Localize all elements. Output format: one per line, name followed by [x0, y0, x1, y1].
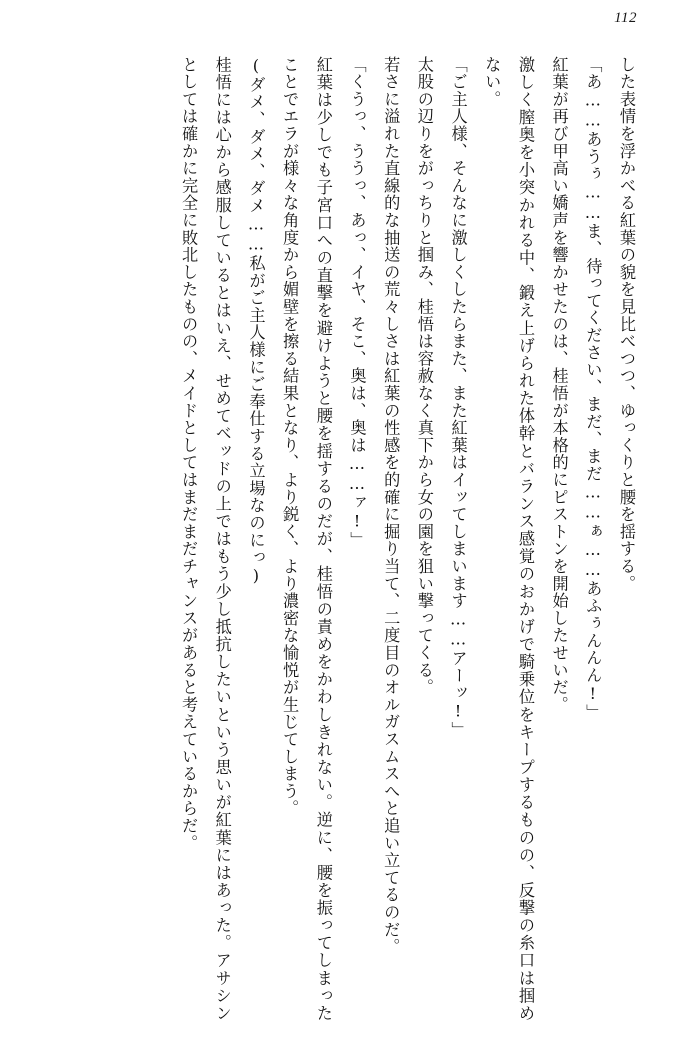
paragraph: (ダメ、ダメ、ダメ……私がご主人様にご奉仕する立場なのにっ) — [246, 56, 266, 587]
paragraph: した表情を浮かべる紅葉の貌を見比べつつ、ゆっくりと腰を揺する。 — [617, 56, 636, 593]
paragraph: 太股の辺りをがっちりと掴み、桂悟は容赦なく真下から女の園を狙い撃ってくる。 — [414, 56, 434, 697]
paragraph: 紅葉は少しでも子宮口への直撃を避けようと腰を揺するのだが、桂悟の責めをかわしきれない。逆に、腰を振ってしまったことでエラが様々な角度から媚壁を擦る結果となり、より鋭く、より濃密な愉悦が生じてしまう。 — [280, 56, 333, 1022]
paragraph: 「くうっ、ううっ、あっ、イヤ、そこ、奥は、奥は……ァ!」 — [347, 56, 367, 549]
paragraph: 桂悟には心から感服しているとはいえ、せめてベッドの上ではもう少し抵抗したいという思いが紅葉にはあった。アサシンとしては確かに完全に敗北したものの、メイドとしてはまだまだチャンスがあると考えているからだ。 — [179, 56, 232, 1022]
paragraph: 若さに溢れた直線的な抽送の荒々しさは紅葉の性感を的確に掘り当て、二度目のオルガスムスへと追い立てるのだ。 — [381, 56, 401, 956]
paragraph: 「ご主人様、そんなに激しくしたらまた、また紅葉はイッてしまいます……アーッ!」 — [448, 56, 468, 740]
body-text — [44, 56, 643, 1022]
paragraph: 「あ……あうぅ……ま、待ってください、まだ、まだ……ぁ……あふぅんんん!」 — [583, 56, 603, 722]
page-number: 112 — [614, 10, 637, 26]
paragraph: 紅葉が再び甲高い嬌声を響かせたのは、桂悟が本格的にピストンを開始したせいだ。 — [549, 56, 569, 714]
paragraph: 激しく膣奥を小突かれる中、鍛え上げられた体幹とバランス感覚のおかげで騎乗位をキープするものの、反撃の糸口は掴めない。 — [482, 56, 535, 1022]
